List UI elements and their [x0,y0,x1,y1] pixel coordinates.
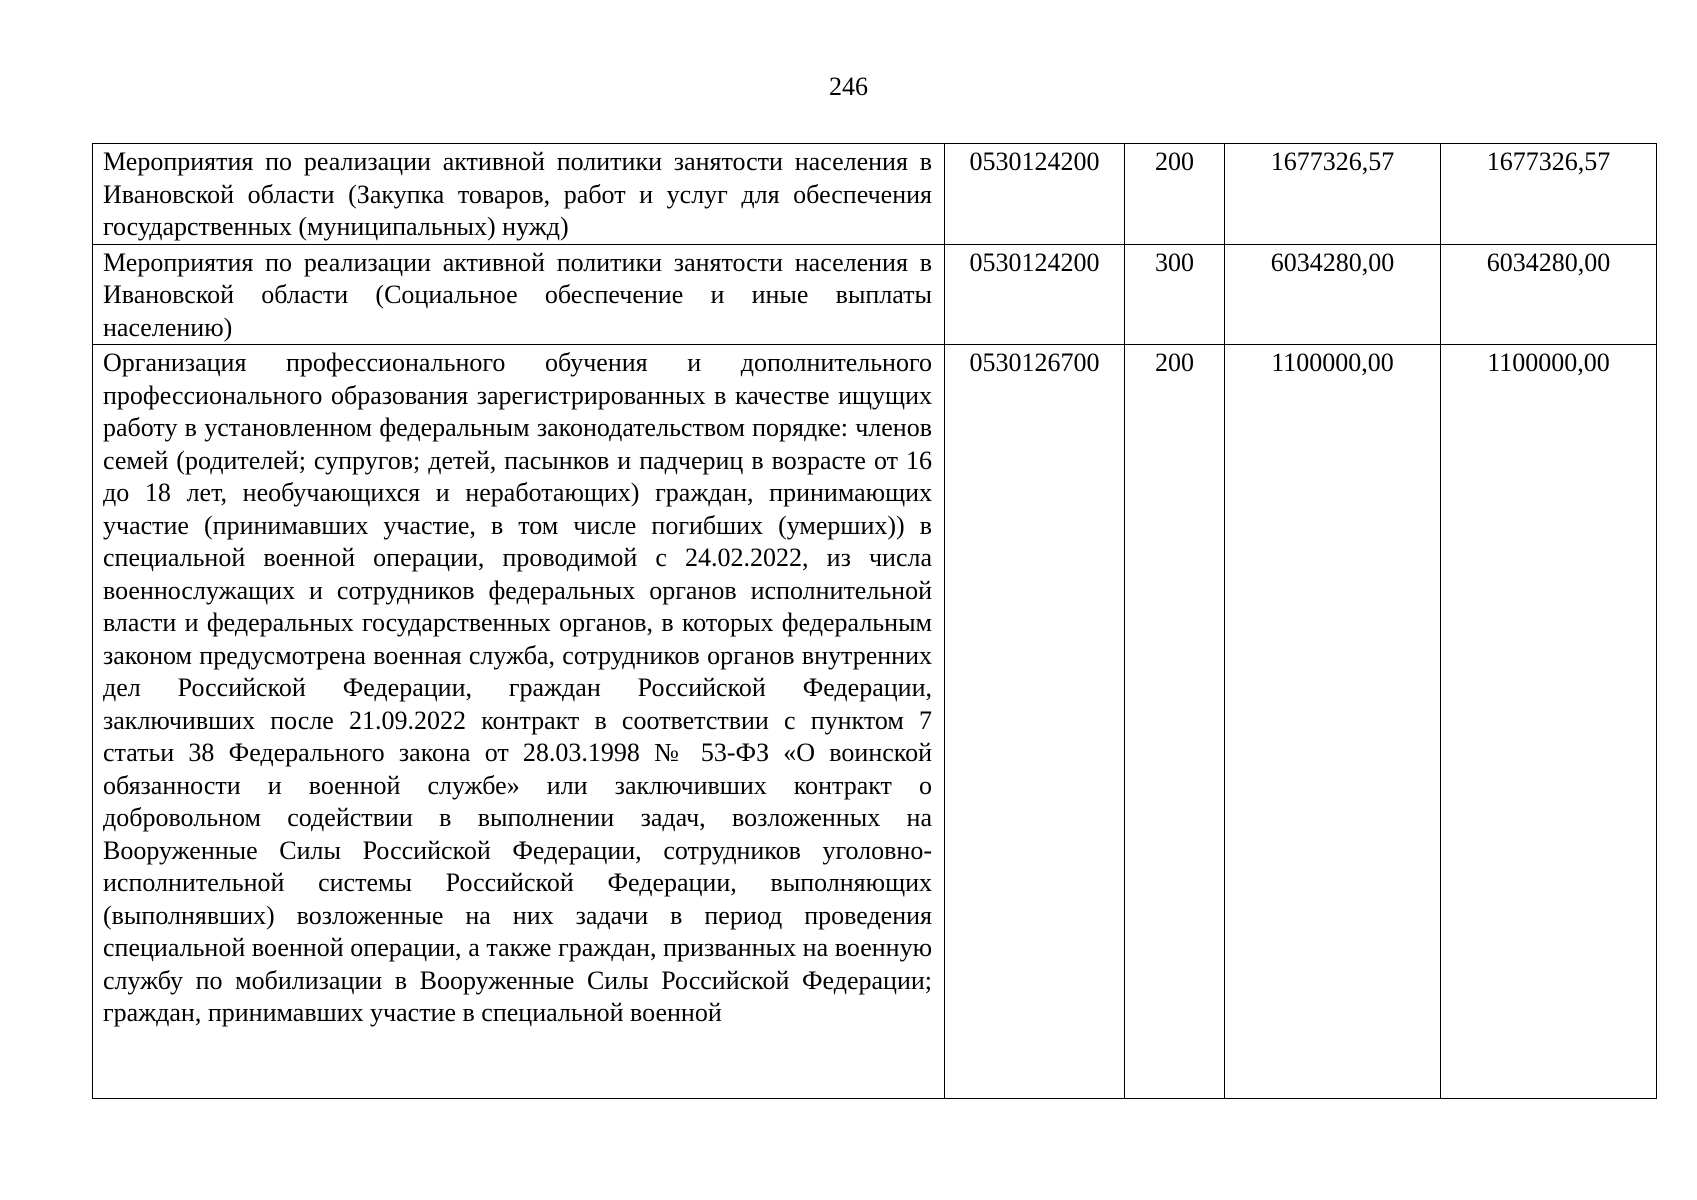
expense-type-cell: 200 [1125,144,1225,245]
table-row [93,144,1657,245]
table-row [93,345,1657,1099]
expense-type-cell: 200 [1125,345,1225,1099]
target-code-cell: 0530124200 [945,244,1125,345]
amount-cell: 1100000,00 [1225,345,1441,1099]
target-code-cell: 0530126700 [945,345,1125,1099]
amount-cell: 1100000,00 [1441,345,1657,1099]
amount-cell: 6034280,00 [1225,244,1441,345]
amount-cell: 1677326,57 [1225,144,1441,245]
amount-cell: 6034280,00 [1441,244,1657,345]
row-description: Организация профессионального обучения и дополнительного профессионального образования зарегистрированных в качестве ищущих работу в установленном федеральным законодательством порядке: членов семей (родителей; супругов; детей, пасынков и падчериц в возрасте от 16 до 18 лет, необучающихся и неработающих) граждан, принимающих участие (принимавших участие, в том числе погибших (умерших)) в специальной военной операции, проводимой с 24.02.2022, из числа военнослужащих и сотрудников федеральных органов исполнительной власти и федеральных государственных органов, в которых федеральным законом предусмотрена военная служба, сотрудников органов внутренних дел Российской Федерации, граждан Российской Федерации, заключивших после 21.09.2022 контракт в соответствии с пунктом 7 статьи 38 Федерального закона от 28.03.1998 № 53-ФЗ «О воинской обязанности и военной службе» или заключивших контракт о добровольном содействии в выполнении задач, возложенных на Вооруженные Силы Российской Федерации, сотрудников уголовно-исполнительной системы Российской Федерации, выполняющих (выполнявших) возложенные на них задачи в период проведения специальной военной операции, а также граждан, призванных на военную службу по мобилизации в Вооруженные Силы Российской Федерации; граждан, принимавших участие в специальной военной [93,345,945,1099]
row-description: Мероприятия по реализации активной политики занятости населения в Ивановской области (Социальное обеспечение и иные выплаты населению) [93,244,945,345]
expense-type-cell: 300 [1125,244,1225,345]
amount-cell: 1677326,57 [1441,144,1657,245]
page-number: 246 [829,72,868,101]
budget-table [92,143,1657,1099]
table-row [93,244,1657,345]
target-code-cell: 0530124200 [945,144,1125,245]
row-description: Мероприятия по реализации активной политики занятости населения в Ивановской области (Закупка товаров, работ и услуг для обеспечения государственных (муниципальных) нужд) [93,144,945,245]
